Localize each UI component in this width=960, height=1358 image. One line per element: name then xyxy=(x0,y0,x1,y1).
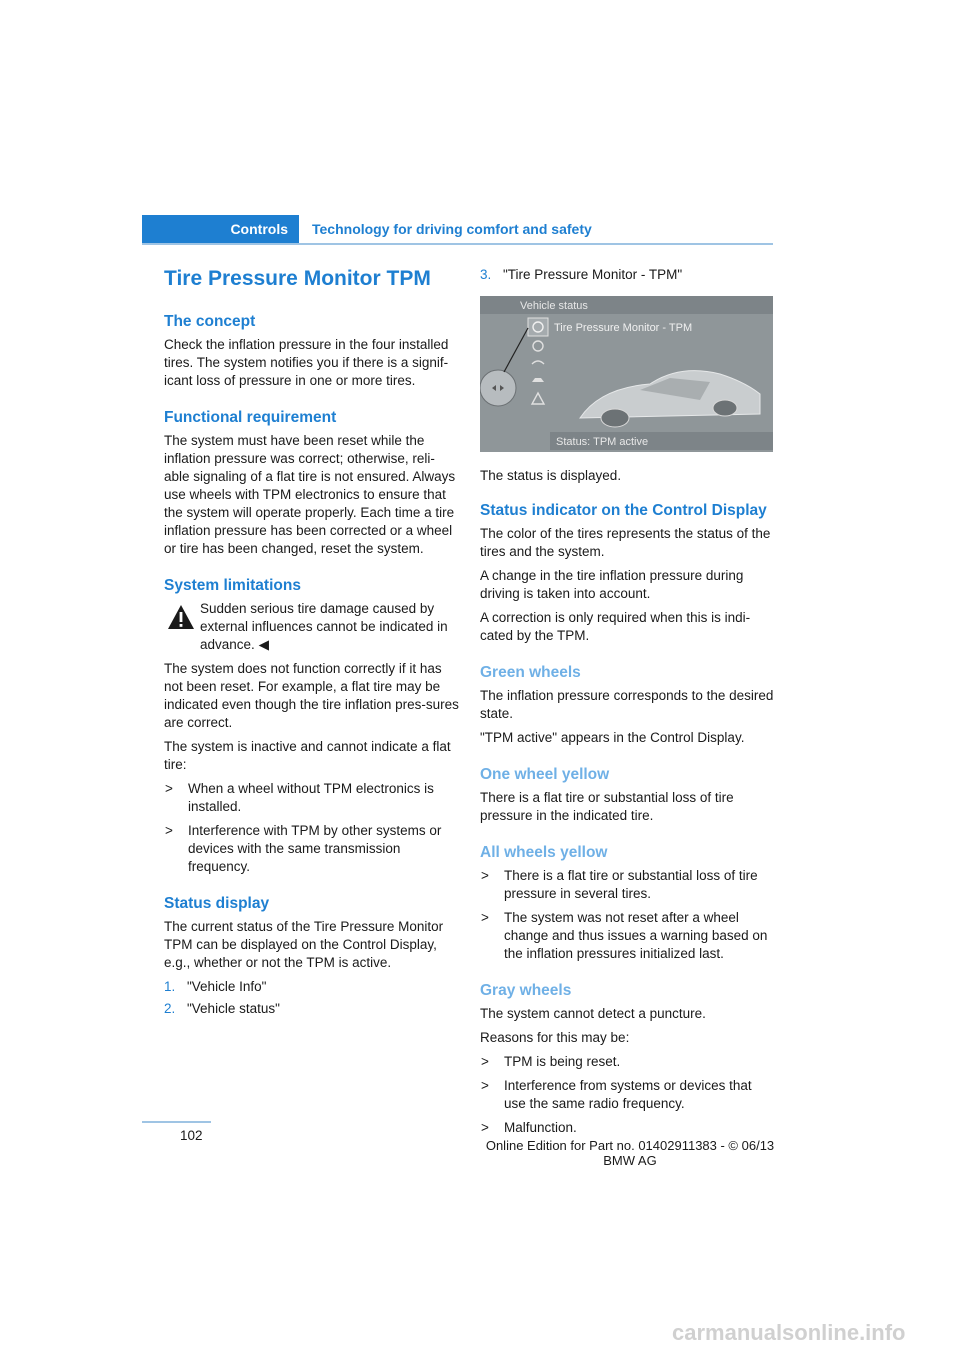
limits-p1: The system does not function correctly if it has not been reset. For example, a flat tire may be indicated even though the tire inflation pres-sures are correct. xyxy=(164,661,459,730)
green-heading: Green wheels xyxy=(480,664,581,681)
functional-text: The system must have been reset while the inflation pressure was correct; otherwise, reli-able signaling of a flat tire is not ensured. Always use wheels with TPM electronics to ensure that the system will operate properly. Each time a tire inflation pressure has been corrected or a wheel or tire has been changed, reset the system. xyxy=(164,433,456,556)
status-display-text: The current status of the Tire Pressure Monitor TPM can be displayed on the Control Display, e.g., whether or not the TPM is active. xyxy=(164,919,444,970)
indicator-p2: A change in the tire inflation pressure during driving is taken into account. xyxy=(480,568,744,601)
list-item: > Interference with TPM by other systems or devices with the same transmission frequency. xyxy=(165,823,442,874)
list-item: > When a wheel without TPM electronics is installed. xyxy=(165,781,434,814)
green-p2: "TPM active" appears in the Control Display. xyxy=(480,730,745,745)
right-column xyxy=(480,266,776,1143)
list-item: > Malfunction. xyxy=(481,1120,577,1135)
one-yellow-heading: One wheel yellow xyxy=(480,766,610,783)
warning-body: Sudden serious tire damage caused by external influences cannot be indicated in advance. xyxy=(200,601,448,652)
left-column xyxy=(164,266,460,1022)
warning-note xyxy=(164,600,460,654)
list-item: > The system was not reset after a wheel change and thus issues a warning based on the inflation pressures initialized last. xyxy=(481,910,768,961)
screen-title: Vehicle status xyxy=(520,300,588,312)
list-item: > There is a flat tire or substantial loss of tire pressure in several tires. xyxy=(481,868,758,901)
site-watermark: carmanualsonline.info xyxy=(672,1320,906,1345)
limits-heading: System limitations xyxy=(164,577,301,594)
controller-knob-icon xyxy=(480,370,516,406)
status-display-heading: Status display xyxy=(164,895,270,912)
chapter-title: Technology for driving comfort and safety xyxy=(312,221,592,237)
gray-p2: Reasons for this may be: xyxy=(480,1030,630,1045)
page-number: 102 xyxy=(180,1128,203,1143)
concept-text: Check the inflation pressure in the four installed tires. The system notifies you if there is a signif-icant loss of pressure in one or more tires. xyxy=(164,337,449,388)
screen-status: Status: TPM active xyxy=(556,436,649,448)
green-p1: The inflation pressure corresponds to the desired state. xyxy=(480,688,774,721)
control-display-screenshot xyxy=(480,296,773,452)
page-header xyxy=(142,215,773,245)
status-shown-text: The status is displayed. xyxy=(480,468,622,483)
end-mark: ◀ xyxy=(258,637,269,652)
functional-heading: Functional requirement xyxy=(164,409,337,426)
list-item: > TPM is being reset. xyxy=(481,1054,621,1069)
all-yellow-heading: All wheels yellow xyxy=(480,844,608,861)
warning-triangle-icon xyxy=(166,602,196,632)
step-item: 3. "Tire Pressure Monitor - TPM" xyxy=(480,267,683,282)
limits-p2: The system is inactive and cannot indicate a flat tire: xyxy=(164,739,451,772)
section-tab: Controls xyxy=(142,215,299,243)
warning-text xyxy=(200,600,460,654)
step-item: 2. "Vehicle status" xyxy=(164,1001,280,1016)
concept-heading: The concept xyxy=(164,313,256,330)
one-yellow-p1: There is a flat tire or substantial loss of tire pressure in the indicated tire. xyxy=(480,790,734,823)
gray-heading: Gray wheels xyxy=(480,982,572,999)
indicator-p1: The color of the tires represents the status of the tires and the system. xyxy=(480,526,771,559)
footer-rule xyxy=(142,1121,211,1123)
list-item: > Interference from systems or devices that use the same radio frequency. xyxy=(481,1078,752,1111)
page-title: Tire Pressure Monitor TPM xyxy=(164,267,431,290)
indicator-p3: A correction is only required when this is indi-cated by the TPM. xyxy=(480,610,751,643)
gray-p1: The system cannot detect a puncture. xyxy=(480,1006,706,1021)
edition-note: Online Edition for Part no. 01402911383 - © 06/13 BMW AG xyxy=(485,1138,775,1168)
step-item: 1. "Vehicle Info" xyxy=(164,979,267,994)
screen-selected-item: Tire Pressure Monitor - TPM xyxy=(554,322,693,334)
indicator-heading: Status indicator on the Control Display xyxy=(480,502,767,519)
